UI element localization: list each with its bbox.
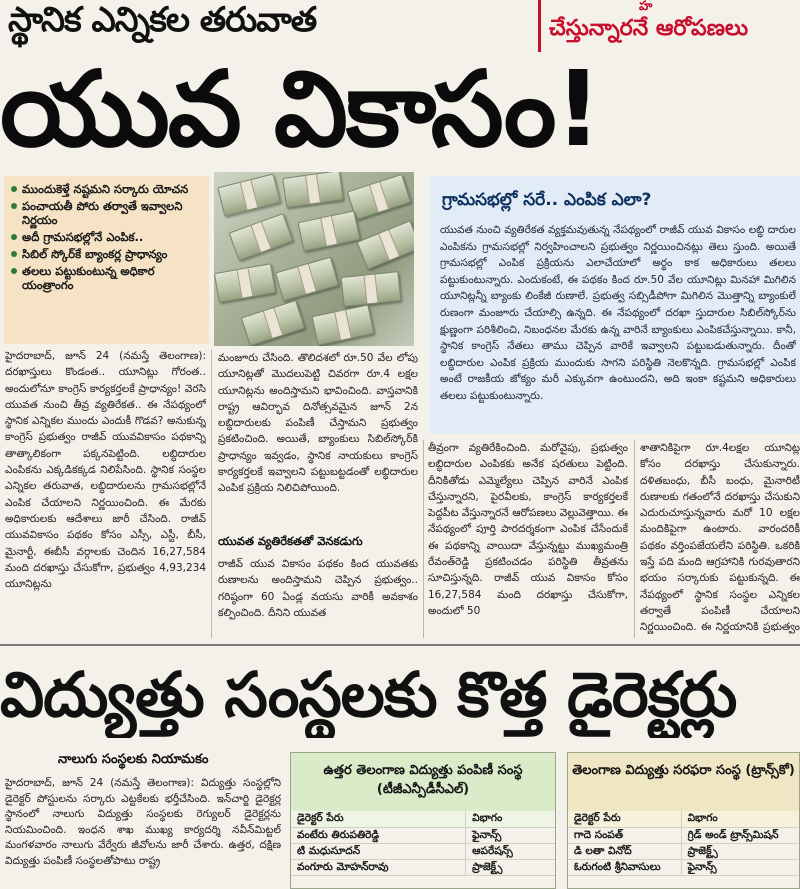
director-department: గ్రిడ్ అండ్ ట్రాన్స్‌మిషన్ xyxy=(681,827,799,843)
article-column-2: మంజూరు చేసింది. తొలిదశలో రూ.50 వేల లోపు యూనిట్లతో మొదలుపెట్టి చివరగా రూ.4 లక్షల యూనిట్లను అందిస్తామని భావించింది. వాస్తవానికి రాష్ట్ర ఆవిర్భావ దినోత్సవమైన జూన్ 2న లబ్ధిదారులకు పంపిణీ చేస్తామని ప్రభుత్వం ప్రకటించింది. అయితే, బ్యాంకులు సిబిల్‌స్కోర్‌కి ప్రాధాన్యం ఇవ్వడం, స్థానిక నాయకులు కాంగ్రెస్ కార్యకర్తలకే ఇవ్వాలని పట్టుబట్టడంతో లబ్ధిదారుల ఎంపిక ప్రక్రియ నిలిచిపోయింది. xyxy=(218,352,418,495)
highlight-item: ముందుకెళ్తే నష్టమని సర్కారు యోచన xyxy=(10,182,203,196)
column-divider xyxy=(634,440,635,638)
article-subhead: యువత వ్యతిరేకతతో వెనకడుగు xyxy=(218,534,363,548)
electricity-subhead: నాలుగు సంస్థలకు నియామకం xyxy=(58,752,209,767)
director-name: వంగూరు మోహన్‌రావు xyxy=(291,859,466,875)
director-department: ప్రాజెక్ట్స్ xyxy=(681,843,799,859)
table-header-cell: విభాగం xyxy=(466,811,555,827)
currency-bundle xyxy=(217,173,281,216)
table-row xyxy=(568,827,799,843)
table-header-cell: డైరెక్టర్ పేరు xyxy=(568,811,681,827)
column-divider xyxy=(423,440,424,638)
grama-sabha-text: యువత నుంచి వ్యతిరేకత వ్యక్తమవుతున్న నేపథ్యంలో రాజీవ్ యువ వికాసం లబ్ధి దారుల ఎంపికను గ్రామసభల్లో నిర్వహించాలని ప్రభుత్వం నిర్ణయించినట్లు తెలు స్తుంది. అయితే గ్రామసభల్లో ఎంపిక ప్రక్రియను ఎలాచేయాలో అర్థం కాక అధికారులు తలలు పట్టుకుంటున్నారు. ఎందుకంటే, ఈ పథకం కింద రూ.50 వేల యూనిట్లు మినహా మిగిలిన యూనిట్లన్నీ బ్యాంకు లింకేజీ రుణాలే. ప్రభుత్వ సబ్సిడీపోగా మిగిలిన మొత్తాన్ని బ్యాంకులే రుణంగా మంజూరు చేయాల్సి ఉన్నది. ఈ నేపథ్యంలో దరఖా స్తుదారుల సిబిల్‌స్కోర్‌ను క్షుణ్ణంగా పరిశీలించి, నిబంధనల మేరకు ఉన్న వారినే బ్యాంకులు ఎంపికచేస్తున్నాయి. కానీ, స్థానిక కాంగ్రెస్ నేతలు తాము చెప్పిన వారికే ఇవ్వాలని పట్టుబడుతున్నారు. దీంతో లబ్ధిదారుల ఎంపిక ప్రక్రియ ముందుకు సాగని పరిస్థితి నెలకొన్నది. గ్రామసభల్లో ఎంపిక అంటే రాజకీయ జోక్యం మరీ ఎక్కువగా ఉంటుందని, అది ఇంకా కష్టమని అధికారులు తలలు పట్టుకుంటున్నారు. xyxy=(440,224,796,402)
director-name: గాదె సంపత్ xyxy=(568,827,681,843)
currency-bundle xyxy=(298,210,361,251)
table-header-cell: విభాగం xyxy=(681,811,799,827)
main-headline: యువ వికాసం! xyxy=(0,48,600,170)
currency-bundle xyxy=(282,172,344,208)
currency-bundle xyxy=(356,220,414,270)
currency-bundle xyxy=(347,174,411,220)
column-divider xyxy=(211,350,212,638)
npdcl-directors-table xyxy=(290,752,556,889)
table-title: తెలంగాణ విద్యుత్తు సరఫరా సంస్థ (ట్రాన్స్‌కో) xyxy=(568,753,799,811)
article-column-3: తీవ్రంగా వ్యతిరేకించింది. మరోవైపు, ప్రభుత్వం లబ్ధిదారుల ఎంపికకు అనేక షరతులు పెట్టింది. దీనికితోడు ఎమ్మెల్యేలు చెప్పిన వారినే ఎంపిక చేస్తున్నారని, పైరవీలకు, కాంగ్రెస్ కార్యకర్తలకే పెద్దపీట వేస్తున్నారనే ఆరోపణలు వెల్లువెత్తాయి. ఈ నేపథ్యంలో పూర్తి పారదర్శకంగా ఎంపిక చేసేందుకే ఈ పథకాన్ని వాయిదా వేస్తున్నట్టు ముఖ్యమంత్రి రేవంత్‌రెడ్డి ప్రకటించడం పరిస్థితి తీవ్రతను సూచిస్తున్నది. రాజీవ్ యువ వికాసం కోసం 16,27,584 మంది దరఖాస్తు చేసుకోగా, అందులో 50 xyxy=(428,442,628,617)
currency-bundle xyxy=(341,271,402,307)
electricity-article-text: హైదరాబాద్, జూన్ 24 (నమస్తే తెలంగాణ): విద్యుత్తు సంస్థల్లోని డైరెక్టర్ పోస్టులను సర్కారు ఎట్టకేలకు భర్తీచేసింది. ఇన్‌చార్జి డైరెక్టర్ల స్థానంలో నాలుగు విద్యుత్తు సంస్థలకు రెగ్యులర్ డైరెక్టర్లను నియమించింది. ఇంధన శాఖ ముఖ్య కార్యదర్శి నవీన్‌మిట్టల్ మంగళవారం నాలుగు వేర్వేరు జీవోలను జారీ చేశారు. ఉత్తర, దక్షిణ విద్యుత్తు పంపిణీ సంస్థలతోపాటు రాష్ట్ర xyxy=(5,777,281,867)
director-department: ప్రాజెక్ట్స్ xyxy=(466,859,555,875)
table-row xyxy=(291,827,555,843)
table-row xyxy=(568,859,799,875)
highlights-list xyxy=(10,182,203,292)
currency-bundles-photo xyxy=(214,172,414,346)
currency-bundle xyxy=(229,213,294,261)
director-name: వంటేరు తిరుపతిరెడ్డి xyxy=(291,827,466,843)
table-row xyxy=(291,859,555,875)
grama-sabha-box xyxy=(430,176,800,434)
director-department: ఫైనాన్స్ xyxy=(681,859,799,875)
article-column-1: హైదరాబాద్, జూన్ 24 (నమస్తే తెలంగాణ): దరఖాస్తులు కొండంత.. యూనిట్లు గోరంత.. అందులోనూ కాంగ్రెస్ కార్యకర్తలకే ప్రాధాన్యం! వెరసి యువత నుంచి తీవ్ర వ్యతిరేకత.. ఈ నేపథ్యంలో స్థానిక ఎన్నికల ముందు ఎందుకీ గొడవ? అనుకున్న కాంగ్రెస్ ప్రభుత్వం రాజీవ్ యువవికాసం పథకాన్ని తాత్కాలికంగా పక్కనపెట్టింది. లబ్ధిదారుల ఎంపికను ఎక్కడికక్కడ నిలిపేసింది. స్థానిక సంస్థల ఎన్నికల తరువాత, లబ్ధిదారులను గ్రామసభల్లోనే ఎంపిక చేయాలని నిర్ణయించింది. ఈ మేరకు అధికారులకు ఆదేశాలు జారీ చేసింది. రాజీవ్ యువవికాసం పథకం కోసం ఎస్సీ, ఎస్టీ, బీసీ, మైనార్టీ, ఈబీసీ వర్గాలకు చెందిన 16,27,584 మంది దరఖాస్తు చేసుకోగా, ప్రభుత్వం 4,93,234 యూనిట్లను xyxy=(5,350,206,591)
article-column-2-continued: రాజీవ్ యువ వికాసం పథకం కింద యువతకు రుణాలను అందిస్తామని చెప్పిన ప్రభుత్వం.. గరిష్ఠంగా 60 ఏండ్ల వయసు వారికీ అవకాశం కల్పించింది. దీనిని యువత xyxy=(218,558,418,619)
directors-table xyxy=(568,811,799,876)
teaser-headline: చేస్తున్నారనే ఆరోపణలు xyxy=(549,16,749,41)
table-header-cell: డైరెక్టర్ పేరు xyxy=(291,811,466,827)
table-row xyxy=(291,843,555,859)
currency-bundle xyxy=(312,304,375,345)
highlights-box xyxy=(4,176,209,344)
article-column-4: శాతానికిపైగా రూ.4లక్షల యూనిట్ల కోసం దరఖాస్తు చేసుకున్నారు. దళితబంధు, బీసీ బంధు, మైనారిటీ రుణాలకు గతంలోనే దరఖాస్తు చేసుకుని ఎదురుచూస్తున్నవారు మరో 10 లక్షల మందికిపైగా ఉంటారు. వారందరికీ పథకం వర్తింపజేయలేని పరిస్థితి. ఒకరికి ఇస్తే పది మంది ఆగ్రహానికి గురవుతారని భయం సర్కారుకు పట్టుకున్నది. ఈ నేపథ్యంలో స్థానిక సంస్థల ఎన్నికల తర్వాతే పంపిణీ చేయాలని నిర్ణయించింది. ఈ నిర్ణయానికి ప్రభుత్వం xyxy=(640,442,800,634)
grama-sabha-title: గ్రామసభల్లో సరే.. ఎంపిక ఎలా? xyxy=(442,190,652,210)
director-department: ఆపరేషన్స్ xyxy=(466,843,555,859)
table-header-row xyxy=(568,811,799,827)
highlight-item: అదీ గ్రామసభల్లోనే ఎంపిక.. xyxy=(10,230,203,244)
table-title: ఉత్తర తెలంగాణ విద్యుత్తు పంపిణీ సంస్థ (టీజీఎన్పీడీసీఎల్) xyxy=(291,753,555,811)
highlight-item: సిబిల్ స్కోర్‌కే బ్యాంకర్ల ప్రాధాన్యం xyxy=(10,247,203,261)
teaser-small-text: హ xyxy=(639,0,653,14)
highlight-item: తలలు పట్టుకుంటున్న అధికార యంత్రాంగం xyxy=(10,264,203,292)
director-name: ఓరుగంటి శ్రీనివాసులు xyxy=(568,859,681,875)
directors-table xyxy=(291,811,555,876)
table-row xyxy=(568,843,799,859)
director-name: టి మధుసూదన్ xyxy=(291,843,466,859)
director-department: ఫైనాన్స్ xyxy=(466,827,555,843)
kicker-headline: స్థానిక ఎన్నికల తరువాత xyxy=(8,0,317,40)
electricity-headline: విద్యుత్తు సంస్థలకు కొత్త డైరెక్టర్లు xyxy=(0,658,737,731)
currency-bundle xyxy=(275,257,339,302)
director-name: డి లతా వినోద్ xyxy=(568,843,681,859)
currency-bundle xyxy=(214,263,276,303)
transco-directors-table xyxy=(567,752,800,889)
section-divider xyxy=(0,644,800,646)
table-header-row xyxy=(291,811,555,827)
currency-bundle xyxy=(241,300,305,346)
highlight-item: పంచాయతీ పోరు తర్వాతే ఇవ్వాలని నిర్ణయం xyxy=(10,199,203,227)
